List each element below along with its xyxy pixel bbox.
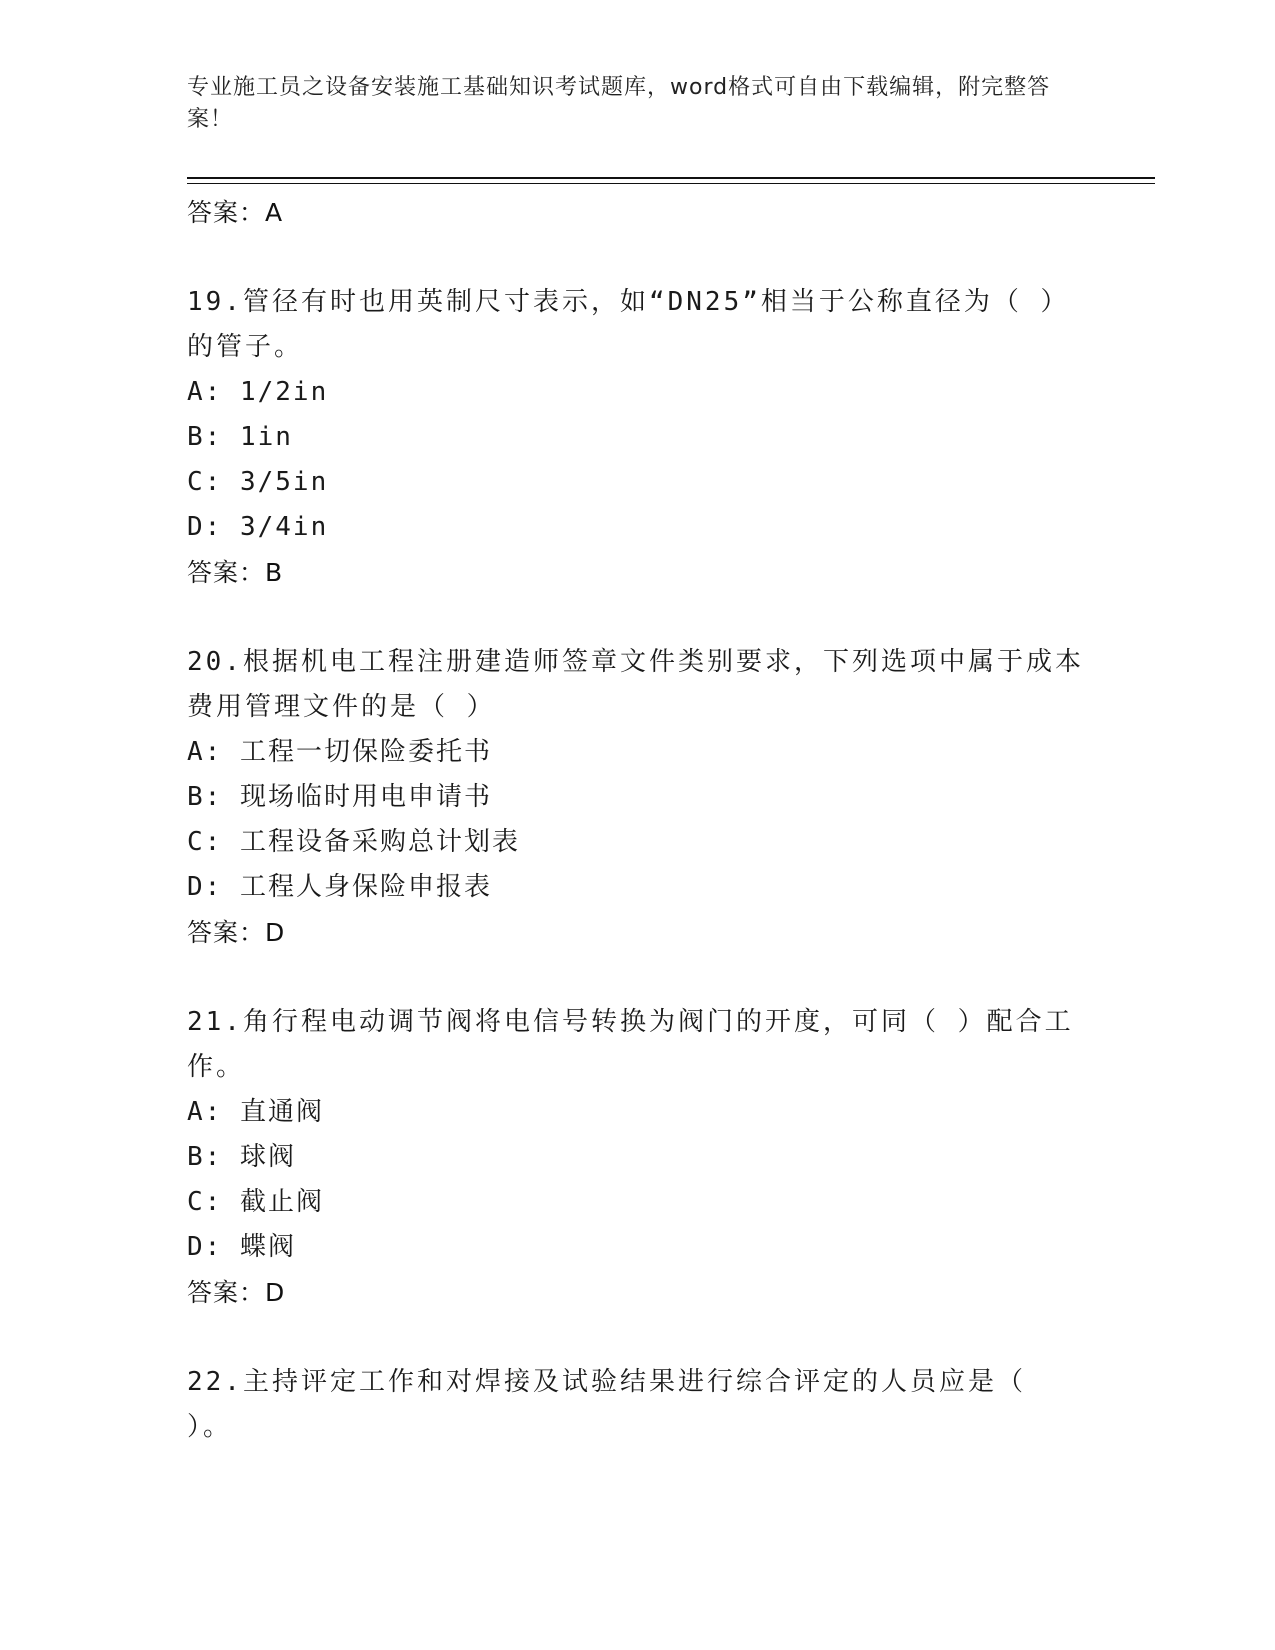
option-b: B: 球阀 [187,1142,296,1172]
question-text: 20.根据机电工程注册建造师签章文件类别要求，下列选项中属于成本费用管理文件的是（ ） [187,647,1084,722]
option-b: B: 现场临时用电申请书 [187,782,492,812]
question-text: 19.管径有时也用英制尺寸表示，如“DN25”相当于公称直径为（ ）的管子。 [187,287,1070,362]
question-text: 22.主持评定工作和对焊接及试验结果进行综合评定的人员应是（ ）。 [187,1367,1026,1442]
question-22 [187,1360,1087,1450]
question-21 [187,1000,1087,1316]
option-c: C: 截止阀 [187,1187,324,1217]
option-a: A: 直通阀 [187,1097,324,1127]
option-d: D: 工程人身保险申报表 [187,872,492,902]
header-divider-thin [187,183,1155,184]
option-a: A: 工程一切保险委托书 [187,737,492,767]
option-c: C: 3/5in [187,467,329,497]
document-header: 专业施工员之设备安装施工基础知识考试题库，word格式可自由下载编辑，附完整答案！ [187,75,1051,132]
option-d: D: 蝶阀 [187,1232,296,1262]
answer-line: 答案：D [187,918,286,947]
question-19 [187,280,1087,596]
option-c: C: 工程设备采购总计划表 [187,827,520,857]
question-20 [187,640,1087,956]
question-text: 21.角行程电动调节阀将电信号转换为阀门的开度，可同（ ）配合工作。 [187,1007,1074,1082]
answer-line: 答案：D [187,1278,286,1307]
question-list [187,190,1087,1450]
option-d: D: 3/4in [187,512,329,542]
answer-line: 答案：A [187,198,284,227]
answer-line: 答案：B [187,558,284,587]
option-b: B: 1in [187,422,293,452]
option-a: A: 1/2in [187,377,329,407]
header-divider-thick [187,177,1155,179]
